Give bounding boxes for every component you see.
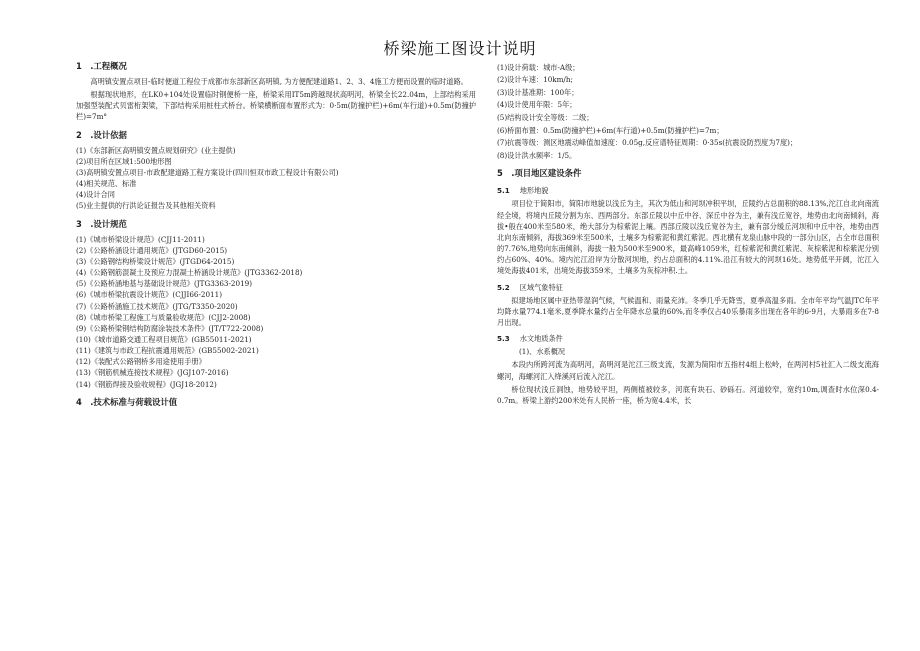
climate-paragraph: 拟建场地区属中亚热带湿润气候，气候温和、雨量充沛。冬季几乎无降雪，夏季高温多雨。全市年平均气温JTC年平均降水量774.1毫米,夏季降水量约占全年降水总量的60%,而冬季仅占40乐暴雨多出现在各年的6-9月，大暴雨多在7-8月出现。 [497, 295, 879, 327]
hydrology-paragraph-1: 本段内所跨河流为高明河，高明河是沱江三级支流，发源为简阳市五指村4组上松岭，在两河村5社汇入二级支流海螺河，海螺河汇入绛溪河后流入沱江。 [497, 360, 879, 381]
document-title: 桥梁施工图设计说明 [383, 39, 537, 58]
subsection-title: 地形地貌 [519, 186, 549, 196]
section-3-heading: 3 .设计规范 [76, 218, 127, 229]
basis-item: (4)相关规范、标准 [76, 179, 137, 189]
basis-item: (3)高明镇安置点项目-市政配建道路工程方案设计(四川恒双市政工程设计有限公司) [76, 167, 339, 177]
subsection-number: 5.2 [497, 282, 510, 292]
subsection-5-1-heading [497, 185, 879, 196]
standard-item: (3)设计基准期：100年； [497, 87, 579, 97]
right-column [497, 60, 879, 408]
subsection-number: 5.1 [497, 186, 510, 196]
standard-item: (7)抗震等级：测区地震动峰值加速度：0.05g,反应谱特征周期：0·35s(抗震设防烈度为7度)； [497, 138, 798, 148]
code-item: (1)《城市桥梁设计规范》(CJJ11-2011) [76, 234, 205, 244]
code-item: (6)《城市桥梁抗震设计规范》(CJJI66-2011) [76, 290, 223, 300]
code-item: (13)《钢筋机械连接技术规程》(JGJ107-2016) [76, 368, 229, 378]
basis-item: (2)项目所在区域1:500地形图 [76, 156, 172, 166]
code-item: (12)《装配式公路钢桥多用途使用手册》 [76, 357, 206, 367]
basis-item: (4)设计合同 [76, 190, 115, 200]
section-1-paragraph-1: 高明镇安置点项目-临时便道工程位于成都市东部新区高明镇, 为方便配建道路1、2、3、4施工方便而设置的临时道路。 [90, 77, 468, 87]
code-item: (9)《公路桥梁钢结构防腐涂装技术条件》(JT/T722-2008) [76, 323, 264, 333]
left-column [76, 60, 476, 412]
code-item: (10)《城市道路交通工程项目规范》(GB55011-2021) [76, 335, 252, 345]
subsection-number: 5.3 [497, 334, 510, 344]
code-item: (14)《钢筋焊接及验收规程》(JGJ18-2012) [76, 379, 217, 389]
subsection-5-3-heading [497, 333, 879, 344]
section-1-paragraph-2: 根据现状地形，在LK0+104处设置临时钢便桥一座，桥梁采用IT5m跨越现状高明河，桥梁全长22.04m，上部结构采用加强型装配式贝雷桁架梁，下部结构采用桩柱式桥台。桥梁横断面布置形式为：0·5m(防撞护栏)+6m(车行道)+0.5m(防撞护栏)=7m° [76, 90, 476, 122]
code-item: (8)《城市桥梁工程施工与质量验收规范》(CJJ2-2008) [76, 312, 251, 322]
code-item: (2)《公路桥涵设计通用规范》(JTGD60-2015) [76, 245, 228, 255]
code-item: (4)《公路钢筋混凝土及预应力混凝土桥涵设计规范》(JTG3362-2018) [76, 268, 303, 278]
subsection-title: 水文地质条件 [519, 334, 563, 344]
standard-item: (5)结构设计安全等级：二级； [497, 113, 594, 123]
section-1-heading: 1 .工程概况 [76, 61, 127, 71]
standard-item: (6)桥面布置：0.5m(防撞护栏)+6m(车行道)+0.5m(防撞护栏)=7m； [497, 125, 724, 135]
basis-item: (5)业主提供的行洪论证报告及其他相关资料 [76, 201, 216, 211]
standard-item: (2)设计车速：10km/h; [497, 75, 573, 85]
subsection-5-2-heading [497, 282, 879, 293]
subsection-title: 区域气象特征 [519, 282, 563, 292]
section-5-heading: 5 .项目地区建设条件 [497, 168, 582, 179]
water-system-subheading: (1)、水系概况 [519, 347, 566, 357]
section-4-heading: 4 .技术标准与荷载设计值 [76, 396, 178, 407]
terrain-paragraph: 项目位于简阳市，简阳市地貌以浅丘为主，其次为低山和河坝冲积平坝，丘陵约占总面积的88.13%,沱江自北向南流经全境，将境内丘陵分割为东、西两部分。东部丘陵以中丘中谷、深丘中谷为主，兼有浅丘宽谷，地势由北向南倾斜，海拔•般在400米至580米，绝大部分为棕紫泥上壤。西部丘陵以浅丘宽谷为主，兼有部分缓丘河坝和中丘中谷，地势由西北向东南倾斜，海拔369米至500米，土壤多为棕紫泥和黄红紫泥。西北横有龙泉山脉中段的一部分山区，占全市总面积的7.76%,地势向东南倾斜，海拔一般为500米至900米，最高峰1059米，红棕紫泥和黄红紫泥、灰棕紫泥和棕紫泥分别约占60%、40%。境内沱江沿岸为分散河坝地，约占总面积的4.11%.沿江有较大的河坝16处。地势低平开阔，沱江入境处海拔401米，出境处海拔359米，土壤多为灰棕冲积.土。 [497, 199, 879, 276]
code-item: (7)《公路桥涵施工技术规范》(JTG/T3350-2020) [76, 301, 238, 311]
standard-item: (1)设计荷载：城市-A级； [497, 62, 580, 72]
basis-item: (1)《东部新区高明镇安置点规划研究》(业主提供) [76, 145, 236, 155]
standard-item: (8)设计洪水频率：1/5。 [497, 151, 577, 161]
hydrology-paragraph-2: 桥位现状浅丘洞蚀，地势较平坦，两侧植被较多，河底有块石、砂砾石。河道较窄，宽约10m,调查时水位深0.4-0.7m。桥梁上游约200米处有人民桥一座，桥为宽4.4米，长 [497, 384, 879, 405]
section-2-heading: 2 .设计依据 [76, 129, 127, 140]
standard-item: (4)设计使用年限：5年； [497, 100, 577, 110]
code-item: (3)《公路钢结构桥梁设计规范》(JTGD64-2015) [76, 256, 235, 266]
code-item: (11)《建筑与市政工程抗震通用规范》(GB55002-2021) [76, 346, 259, 356]
code-item: (5)《公路桥涵地基与基础设计规范》(JTG3363-2019) [76, 279, 253, 289]
